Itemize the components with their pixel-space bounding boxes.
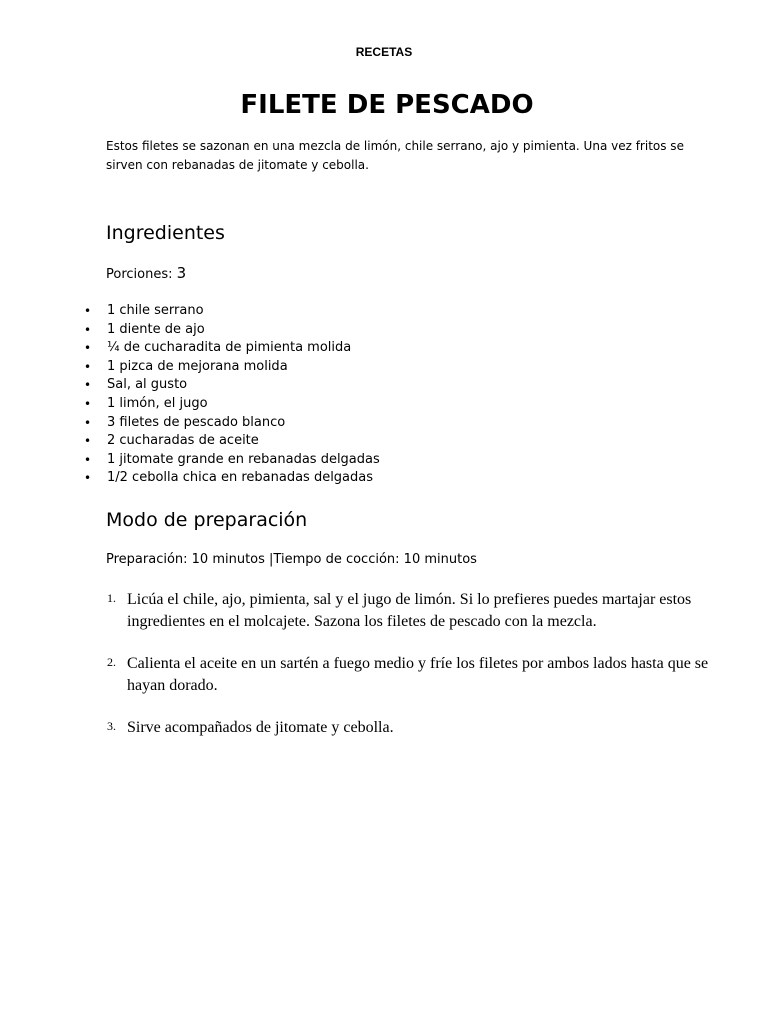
bullet-icon: • [84,452,92,467]
bullet-icon: • [84,341,92,356]
ingredient-item [0,432,380,451]
ingredient-text: 1 jitomate grande en rebanadas delgadas [107,451,380,467]
recipe-title: FILETE DE PESCADO [240,90,534,120]
bullet-icon: • [84,304,92,318]
ingredient-text: Sal, al gusto [107,377,188,393]
ingredient-text: ¼ de cucharadita de pimienta molida [107,340,352,356]
ingredient-item [0,321,380,340]
ingredient-item [0,358,380,377]
ingredient-text: 1 chile serrano [107,303,204,318]
bullet-icon: • [84,322,92,337]
ingredient-text: 1 pizca de mejorana molida [107,358,288,374]
bullet-icon: • [84,434,92,449]
ingredient-item [0,339,380,358]
step-text: Sirve acompañados de jitomate y cebolla. [127,719,394,736]
step-item [0,717,722,739]
portions [106,264,186,282]
ingredient-text: 3 filetes de pescado blanco [107,414,286,430]
ingredient-text: 2 cucharadas de aceite [107,433,259,449]
step-number: 1. [107,591,116,605]
step-text: Calienta el aceite en un sartén a fuego medio y fríe los filetes por ambos lados hasta que se hayan dorado. [127,655,709,694]
ingredients-heading: Ingredientes [106,222,225,244]
preparation-heading: Modo de preparación [106,509,308,531]
portions-label: Porciones: [106,267,177,282]
ingredient-item [0,376,380,395]
ingredients-list [0,302,380,488]
ingredient-text: 1/2 cebolla chica en rebanadas delgadas [107,470,374,486]
preparation-times: Preparación: 10 minutos |Tiempo de cocción: 10 minutos [106,552,477,567]
bullet-icon: • [84,415,92,430]
bullet-icon: • [84,396,92,411]
ingredient-text: 1 diente de ajo [107,321,205,337]
bullet-icon: • [84,359,92,374]
ingredient-item [0,414,380,433]
ingredient-item [0,451,380,470]
bullet-icon: • [84,471,92,486]
step-text: Licúa el chile, ajo, pimienta, sal y el jugo de limón. Si lo prefieres puedes martajar estos ingredientes en el molcajete. Sazona los filetes de pescado con la mezcla. [127,591,692,630]
portions-value: 3 [176,264,187,282]
step-number: 3. [107,719,116,733]
steps-list [0,589,722,759]
ingredient-item [0,395,380,414]
step-number: 2. [107,655,116,669]
ingredient-item [0,469,380,488]
ingredient-text: 1 limón, el jugo [107,395,208,411]
ingredient-item [0,302,380,321]
recipe-intro: Estos filetes se sazonan en una mezcla de limón, chile serrano, ajo y pimienta. Una vez fritos se sirven con rebanadas de jitomate y cebolla. [106,139,684,172]
page-header: RECETAS [355,45,413,59]
bullet-icon: • [84,378,92,393]
step-item [0,589,722,633]
step-item [0,653,722,697]
